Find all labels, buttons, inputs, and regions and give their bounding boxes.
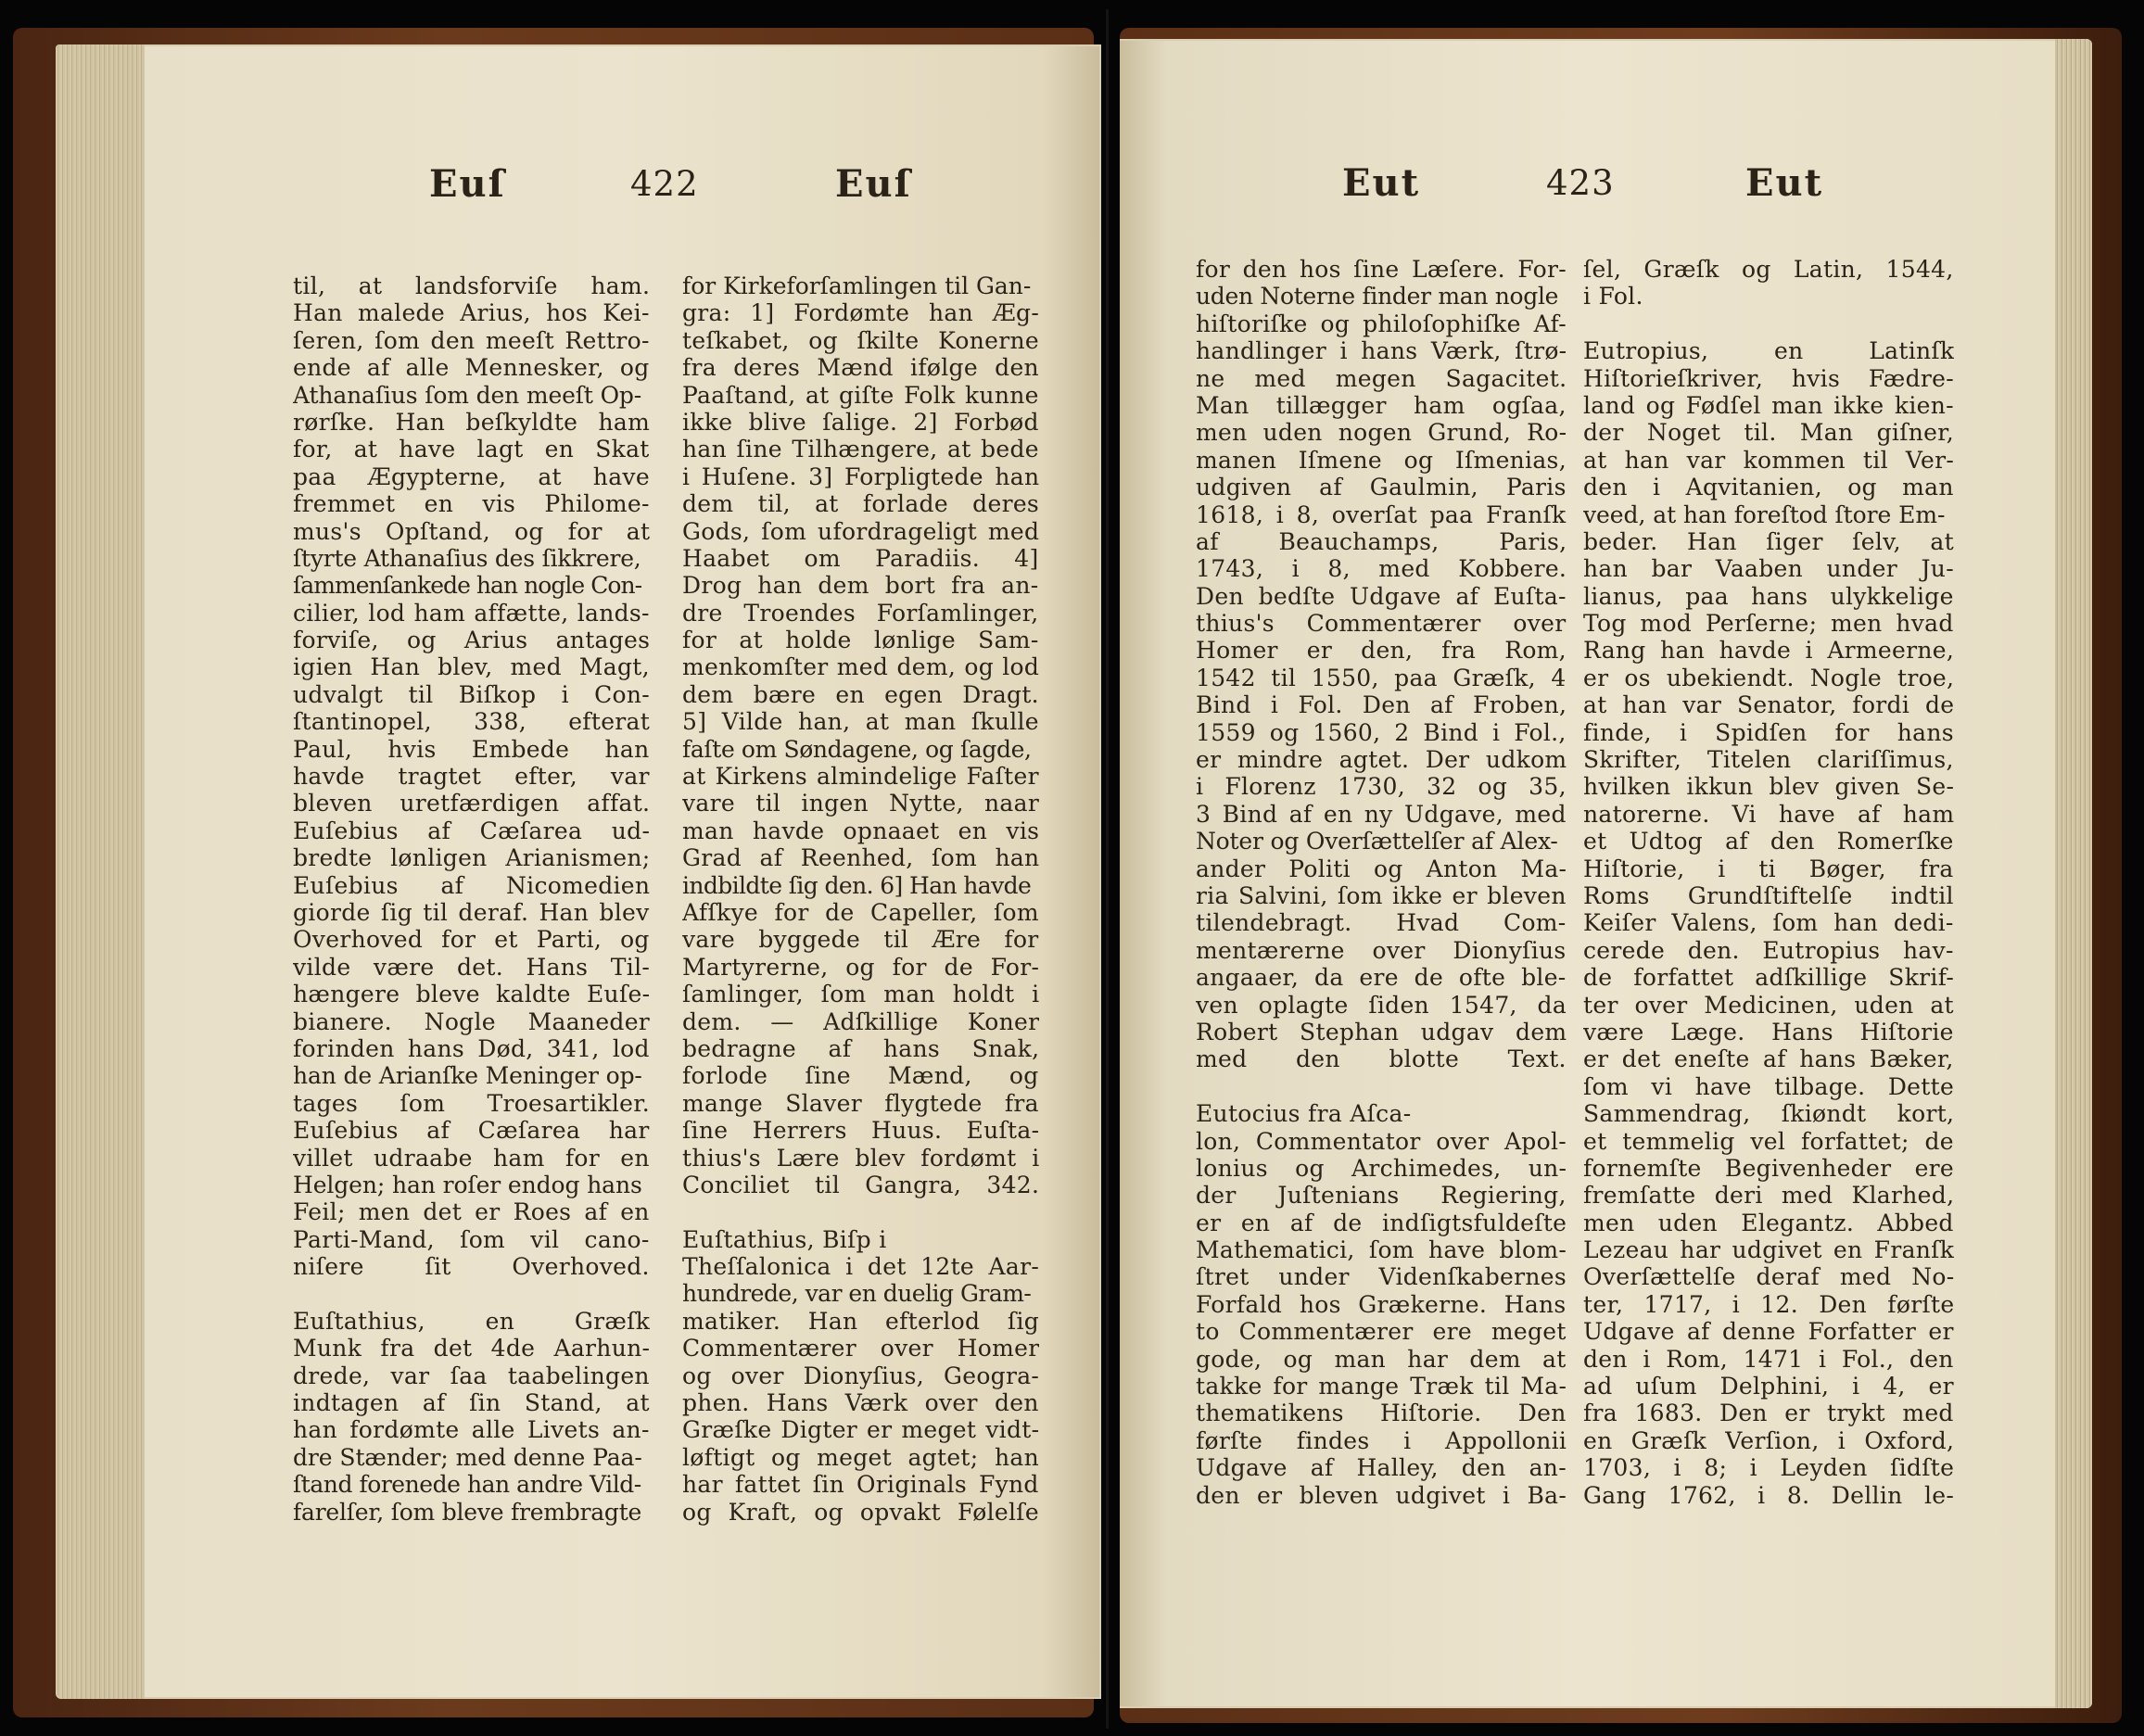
text-line: Roms Grundſtiftelſe indtil xyxy=(1583,881,1954,909)
text-line: Sammendrag, ſkiøndt kort, xyxy=(1583,1100,1954,1128)
text-line: vare byggede til Ære for xyxy=(682,926,1039,954)
paragraph-gap xyxy=(682,1198,1039,1225)
text-line: Feil; men det er Roes af en xyxy=(293,1198,650,1226)
text-line: dem til, at forlade deres xyxy=(682,490,1039,518)
text-line: ter over Medicinen, uden at xyxy=(1583,991,1954,1019)
text-line: rørſke. Han beſkyldte ham xyxy=(293,408,650,436)
text-line: bredte lønligen Arianismen; xyxy=(293,844,650,872)
text-line: ne med megen Sagacitet. xyxy=(1196,364,1567,392)
text-line: i Fol. xyxy=(1583,283,1643,310)
text-line: vare til ingen Nytte, naar xyxy=(682,790,1039,817)
text-line: drede, var ſaa taabelingen xyxy=(293,1362,650,1389)
text-line: han ſine Tilhængere, at bede xyxy=(682,436,1039,463)
text-line: og Kraft, og opvakt Følelſe xyxy=(682,1498,1039,1526)
text-line: Gods, ſom ufordrageligt med xyxy=(682,517,1039,545)
text-line: mus's Opſtand, og for at xyxy=(293,517,650,545)
text-line: tages ſom Troesartikler. xyxy=(293,1089,650,1117)
text-line: ſeren, ſom den meeſt Rettro- xyxy=(293,326,650,354)
text-line: dre Stænder; med denne Paa- xyxy=(293,1443,642,1471)
text-line: to Commentærer ere meget xyxy=(1196,1318,1567,1346)
text-line: havde tragtet efter, var xyxy=(293,763,650,791)
text-line: dem. — Adſkillige Koner xyxy=(682,1007,1039,1035)
text-line: 3 Bind af en ny Udgave, med xyxy=(1196,800,1567,828)
text-line: Græſke Digter er meget vidt- xyxy=(682,1416,1039,1444)
text-line: handlinger i hans Værk, ſtrø- xyxy=(1196,337,1567,365)
text-line: ander Politi og Anton Ma- xyxy=(1196,855,1567,882)
text-line: Afſkye for de Capeller, ſom xyxy=(682,898,1039,926)
text-line: Gang 1762, i 8. Dellin le- xyxy=(1583,1481,1954,1509)
text-line: 1618, i 8, overſat paa Franſk xyxy=(1196,501,1567,528)
text-line: Noter og Overſættelſer af Alex- xyxy=(1196,828,1558,855)
text-line: bleven uretfærdigen affat. xyxy=(293,790,650,817)
text-line: fra 1683. Den er trykt med xyxy=(1583,1400,1954,1427)
text-line: forlode ſine Mænd, og xyxy=(682,1062,1039,1090)
text-line: hængere bleve kaldte Euſe- xyxy=(293,981,650,1008)
text-line: at Kirkens almindelige Faſter xyxy=(682,763,1039,791)
text-line: ria Salvini, ſom ikke er bleven xyxy=(1196,881,1567,909)
text-line: ven oplagte ſiden 1547, da xyxy=(1196,991,1567,1019)
text-line: cilier, lod ham affætte, lands- xyxy=(293,599,650,627)
text-line: at han var Senator, fordi de xyxy=(1583,691,1954,719)
page-edges-left xyxy=(56,44,145,1699)
text-line: tilendebragt. Hvad Com- xyxy=(1196,909,1567,937)
text-line: matiker. Han efterlod ſig xyxy=(682,1307,1039,1335)
text-line: for, at have lagt en Skat xyxy=(293,436,650,463)
page-number: 423 xyxy=(1546,163,1615,203)
text-line: med den blotte Text. xyxy=(1196,1045,1567,1073)
right-volume xyxy=(1120,0,2144,1736)
text-line: Robert Stephan udgav dem xyxy=(1196,1018,1567,1045)
text-line: ter, 1717, i 12. Den førſte xyxy=(1583,1290,1954,1318)
text-line: indtagen af ſin Stand, at xyxy=(293,1389,650,1417)
text-line: Keiſer Valens, ſom han dedi- xyxy=(1583,909,1954,937)
text-line: paa Ægypterne, at have xyxy=(293,463,650,490)
paragraph-gap xyxy=(293,1280,650,1307)
text-line: giorde ſig til deraf. Han blev xyxy=(293,898,650,926)
text-line: Han malede Arius, hos Kei- xyxy=(293,299,650,327)
text-line: hundrede, var en duelig Gram- xyxy=(682,1280,1032,1308)
text-line: Lezeau har udgivet en Franſk xyxy=(1583,1236,1954,1264)
text-line: i Florenz 1730, 32 og 35, xyxy=(1196,773,1567,801)
text-line: ende af alle Mennesker, og xyxy=(293,354,650,382)
text-line: Overhoved for et Parti, og xyxy=(293,926,650,954)
text-line: angaaer, da ere de ofte ble- xyxy=(1196,964,1567,992)
text-line: ſtret under Videnſkabernes xyxy=(1196,1263,1567,1291)
text-line: ſel, Græſk og Latin, 1544, xyxy=(1583,256,1954,283)
text-line: Haabet om Paradiis. 4] xyxy=(682,544,1039,572)
text-line: dre Troendes Forſamlinger, xyxy=(682,599,1039,627)
text-column-1 xyxy=(1196,256,1567,1509)
text-line: han de Arianſke Meninger op- xyxy=(293,1062,642,1090)
text-line: dem bære en egen Dragt. xyxy=(682,680,1039,708)
text-line: Athanaſius ſom den meeſt Op- xyxy=(293,381,642,409)
text-line: en Græſk Verſion, i Oxford, xyxy=(1583,1426,1954,1454)
text-column-1 xyxy=(293,272,650,1526)
text-line: Rang han havde i Armeerne, xyxy=(1583,637,1954,665)
text-line: men uden Elegantz. Abbed xyxy=(1583,1209,1954,1236)
text-line: thematikens Hiſtorie. Den xyxy=(1196,1400,1567,1427)
text-line: Overſættelſe deraf med No- xyxy=(1583,1263,1954,1291)
page-number: 422 xyxy=(630,164,699,204)
text-line: ſtyrte Athanaſius des ſikkrere, xyxy=(293,544,641,572)
text-line: bedragne af hans Snak, xyxy=(682,1034,1039,1062)
text-line: for Kirkeforſamlingen til Gan- xyxy=(682,272,1032,299)
text-line: gra: 1] Fordømte han Æg- xyxy=(682,299,1039,327)
text-line: har fattet ſin Originals Fynd xyxy=(682,1471,1039,1499)
text-line: for at holde lønlige Sam- xyxy=(682,627,1039,654)
text-line: Tog mod Perſerne; men hvad xyxy=(1583,610,1954,638)
guide-word-left: Euſ xyxy=(429,162,506,206)
text-line: Grad af Reenhed, ſom han xyxy=(682,844,1039,872)
text-line: forviſe, og Arius antages xyxy=(293,627,650,654)
text-line: Paaſtand, at giſte Folk kunne xyxy=(682,381,1039,409)
paragraph-gap xyxy=(1196,1073,1567,1100)
text-line: er mindre agtet. Der udkom xyxy=(1196,746,1567,774)
text-line: veed, at han foreſtod ſtore Em- xyxy=(1583,501,1946,528)
text-line: vilde være det. Hans Til- xyxy=(293,953,650,981)
text-line: ſamlinger, ſom man holdt i xyxy=(682,981,1039,1008)
text-line: manen Iſmene og Iſmenias, xyxy=(1196,446,1567,474)
text-line: Munk fra det 4de Aarhun- xyxy=(293,1335,650,1362)
paragraph-gap xyxy=(1583,310,1954,337)
text-line: han bar Vaaben under Ju- xyxy=(1583,555,1954,583)
text-line: 1703, i 8; i Leyden ſidſte xyxy=(1583,1454,1954,1482)
text-line: er en af de indſigtsfuldeſte xyxy=(1196,1209,1567,1236)
text-line: den i Rom, 1471 i Fol., den xyxy=(1583,1345,1954,1373)
guide-word-right: Eut xyxy=(1745,161,1824,205)
text-line: hiſtoriſke og philoſophiſke Af- xyxy=(1196,310,1567,337)
text-line: Euſebius af Nicomedien xyxy=(293,871,650,899)
text-line: Forfald hos Grækerne. Hans xyxy=(1196,1290,1567,1318)
text-line: Euſtathius, en Græſk xyxy=(293,1307,650,1335)
text-line: thius's Lære blev fordømt i xyxy=(682,1144,1039,1172)
text-line: Man tillægger ham ogſaa, xyxy=(1196,391,1567,419)
text-line: natorerne. Vi have af ham xyxy=(1583,800,1954,828)
text-line: Theſſalonica i det 12te Aar- xyxy=(682,1253,1039,1281)
text-line: indbildte ſig den. 6] Han havde xyxy=(682,871,1032,899)
text-line: der Juſtenians Regiering, xyxy=(1196,1182,1567,1210)
text-line: ſom vi have tilbage. Dette xyxy=(1583,1072,1954,1100)
text-line: land og Fødſel man ikke kien- xyxy=(1583,391,1954,419)
text-line: man havde opnaaet en vis xyxy=(682,817,1039,844)
text-line: villet udraabe ham for en xyxy=(293,1144,650,1172)
text-line: lonius og Archimedes, un- xyxy=(1196,1154,1567,1182)
text-line: fra deres Mænd ifølge den xyxy=(682,354,1039,382)
page-header xyxy=(1120,152,2055,226)
page-423 xyxy=(1120,41,2055,1706)
text-line: phen. Hans Værk over den xyxy=(682,1389,1039,1417)
text-line: fornemſte Begivenheder ere xyxy=(1583,1154,1954,1182)
text-line: Euſtathius, Biſp i xyxy=(682,1225,887,1253)
text-line: forinden hans Død, 341, lod xyxy=(293,1034,650,1062)
text-line: Paul, hvis Embede han xyxy=(293,735,650,763)
text-line: teſkabet, og ſkilte Konerne xyxy=(682,326,1039,354)
text-line: Eutocius fra Aſca- xyxy=(1196,1100,1412,1128)
text-line: 1743, i 8, med Kobbere. xyxy=(1196,555,1567,583)
text-line: Udgave af denne Forfatter er xyxy=(1583,1318,1954,1346)
text-line: den i Aqvitanien, og man xyxy=(1583,474,1954,501)
text-line: ad uſum Delphini, i 4, er xyxy=(1583,1373,1954,1400)
text-line: Mathematici, ſom have blom- xyxy=(1196,1236,1567,1264)
text-line: udgiven af Gaulmin, Paris xyxy=(1196,474,1567,501)
text-line: ſine Herrers Huus. Euſta- xyxy=(682,1117,1039,1145)
text-line: men uden nogen Grund, Ro- xyxy=(1196,419,1567,447)
text-line: af Beauchamps, Paris, xyxy=(1196,527,1567,555)
text-line: være Læge. Hans Hiſtorie xyxy=(1583,1018,1954,1045)
text-line: beder. Han ſiger ſelv, at xyxy=(1583,527,1954,555)
text-line: til, at landsforviſe ham. xyxy=(293,272,650,299)
text-line: Helgen; han roſer endog hans xyxy=(293,1171,642,1198)
text-line: de forfattet adſkillige Skrif- xyxy=(1583,964,1954,992)
text-line: i Huſene. 3] Forpligtede han xyxy=(682,463,1039,490)
text-line: ikke blive ſalige. 2] Forbød xyxy=(682,408,1039,436)
text-line: løftigt og meget agtet; han xyxy=(682,1443,1039,1471)
text-line: Hiſtorie, i ti Bøger, fra xyxy=(1583,855,1954,882)
text-line: Commentærer over Homer xyxy=(682,1335,1039,1362)
text-line: takke for mange Træk til Ma- xyxy=(1196,1373,1567,1400)
text-line: Martyrerne, og for de For- xyxy=(682,953,1039,981)
page-422 xyxy=(145,46,1099,1697)
text-line: Hiſtorieſkriver, hvis Fædre- xyxy=(1583,364,1954,392)
text-line: Parti-Mand, ſom vil cano- xyxy=(293,1225,650,1253)
text-line: ſammenſankede han nogle Con- xyxy=(293,572,642,600)
text-line: og over Dionyſius, Geogra- xyxy=(682,1362,1039,1389)
text-line: uden Noterne finder man nogle xyxy=(1196,283,1559,310)
text-line: at han var kommen til Ver- xyxy=(1583,446,1954,474)
text-line: niſere ſit Overhoved. xyxy=(293,1253,650,1281)
text-line: finde, i Spidſen for hans xyxy=(1583,718,1954,746)
page-divider xyxy=(1106,9,1109,1729)
text-line: Euſebius af Cæſarea har xyxy=(293,1117,650,1145)
guide-word-left: Eut xyxy=(1342,161,1421,205)
text-line: Skrifter, Titelen clariſſimus, xyxy=(1583,746,1954,774)
text-line: cerede den. Eutropius hav- xyxy=(1583,936,1954,964)
text-line: udvalgt til Biſkop i Con- xyxy=(293,680,650,708)
text-line: thius's Commentærer over xyxy=(1196,610,1567,638)
text-line: Homer er den, fra Rom, xyxy=(1196,637,1567,665)
text-line: Conciliet til Gangra, 342. xyxy=(682,1171,1039,1198)
page-header xyxy=(145,153,1099,227)
page-edges-right xyxy=(2055,39,2092,1708)
text-line: hvilken ikkun blev given Se- xyxy=(1583,773,1954,801)
text-column-2 xyxy=(1583,256,1954,1509)
text-line: bianere. Nogle Maaneder xyxy=(293,1007,650,1035)
text-line: lon, Commentator over Apol- xyxy=(1196,1127,1567,1155)
text-line: 1559 og 1560, 2 Bind i Fol., xyxy=(1196,718,1567,746)
text-line: igien Han blev, med Magt, xyxy=(293,653,650,681)
text-line: et Udtog af den Romerſke xyxy=(1583,828,1954,855)
text-line: Udgave af Halley, den an- xyxy=(1196,1454,1567,1482)
text-line: farelſer, ſom bleve frembragte xyxy=(293,1498,642,1526)
text-column-2 xyxy=(682,272,1039,1526)
text-line: menkomſter med dem, og lod xyxy=(682,653,1039,681)
text-line: mange Slaver flygtede fra xyxy=(682,1089,1039,1117)
text-line: førſte findes i Appollonii xyxy=(1196,1426,1567,1454)
text-line: 5] Vilde han, at man ſkulle xyxy=(682,708,1039,736)
text-line: Drog han dem bort fra an- xyxy=(682,572,1039,600)
text-line: lianus, paa hans ulykkelige xyxy=(1583,582,1954,610)
text-line: Bind i Fol. Den af Froben, xyxy=(1196,691,1567,719)
text-line: gode, og man har dem at xyxy=(1196,1345,1567,1373)
text-line: fremſatte deri med Klarhed, xyxy=(1583,1182,1954,1210)
text-line: den er bleven udgivet i Ba- xyxy=(1196,1481,1567,1509)
text-line: han fordømte alle Livets an- xyxy=(293,1416,650,1444)
text-line: Den bedſte Udgave af Euſta- xyxy=(1196,582,1567,610)
text-line: 1542 til 1550, paa Græſk, 4 xyxy=(1196,664,1567,691)
text-line: er det eneſte af hans Bæker, xyxy=(1583,1045,1954,1073)
text-line: der Noget til. Man giſner, xyxy=(1583,419,1954,447)
text-line: ſtand forenede han andre Vild- xyxy=(293,1471,641,1499)
text-line: et temmelig vel forfattet; de xyxy=(1583,1127,1954,1155)
text-line: ſtantinopel, 338, efterat xyxy=(293,708,650,736)
text-line: Euſebius af Cæſarea ud- xyxy=(293,817,650,844)
text-line: mentærerne over Dionyſius xyxy=(1196,936,1567,964)
guide-word-right: Euſ xyxy=(835,162,912,206)
text-line: fremmet en vis Philome- xyxy=(293,490,650,518)
text-line: faſte om Søndagene, og ſagde, xyxy=(682,735,1032,763)
text-line: for den hos ſine Læſere. For- xyxy=(1196,256,1567,283)
text-line: er os ubekiendt. Nogle troe, xyxy=(1583,664,1954,691)
text-line: Eutropius, en Latinſk xyxy=(1583,337,1954,365)
